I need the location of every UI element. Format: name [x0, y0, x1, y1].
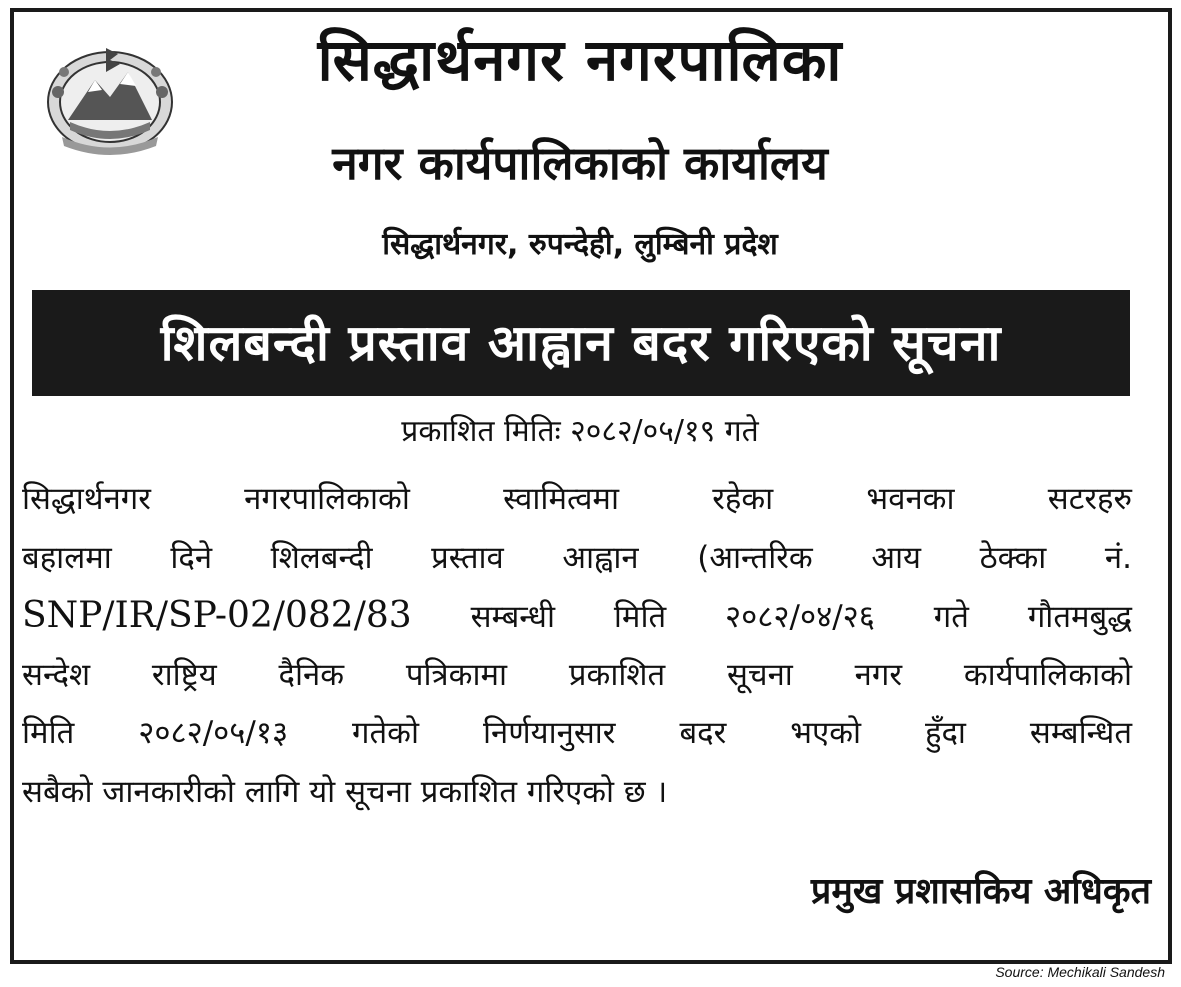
notice-title-banner: [32, 290, 1130, 396]
tender-reference-number: SNP/IR/SP-02/082/83: [22, 595, 412, 636]
notice-title: शिलबन्दी प्रस्ताव आह्वान बदर गरिएको सूचना: [160, 314, 1002, 372]
body-line: सबैको जानकारीको लागि यो सूचना प्रकाशित गरिएको छ ।: [22, 773, 668, 810]
organization-title: सिद्धार्थनगर नगरपालिका: [317, 26, 843, 94]
nepal-emblem-icon: [40, 42, 180, 158]
office-title: नगर कार्यपालिकाको कार्यालय: [332, 136, 828, 190]
body-line: बहालमा दिने शिलबन्दी प्रस्ताव आह्वान (आन्तरिक आय ठेक्का नं.: [22, 539, 1132, 576]
body-line: सिद्धार्थनगर नगरपालिकाको स्वामित्वमा रहेका भवनका सटरहरु: [22, 481, 1132, 517]
published-date: प्रकाशित मितिः २०८२/०५/१९ गते: [401, 414, 759, 449]
body-line: सन्देश राष्ट्रिय दैनिक पत्रिकामा प्रकाशित सूचना नगर कार्यपालिकाको: [22, 656, 1132, 693]
body-line-continuation: सम्बन्धी मिति २०८२/०४/२६ गते गौतमबुद्ध: [470, 599, 1133, 635]
source-credit: Source: Mechikali Sandesh: [995, 964, 1165, 980]
body-line-with-reference: [22, 587, 1132, 646]
signatory-title: प्रमुख प्रशासकिय अधिकृत: [810, 871, 1151, 912]
body-line: मिति २०८२/०५/१३ गतेको निर्णयानुसार बदर भएको हुँदा सम्बन्धित: [22, 715, 1132, 751]
notice-body: [22, 470, 1132, 821]
address-line: सिद्धार्थनगर, रुपन्देही, लुम्बिनी प्रदेश: [382, 227, 778, 262]
